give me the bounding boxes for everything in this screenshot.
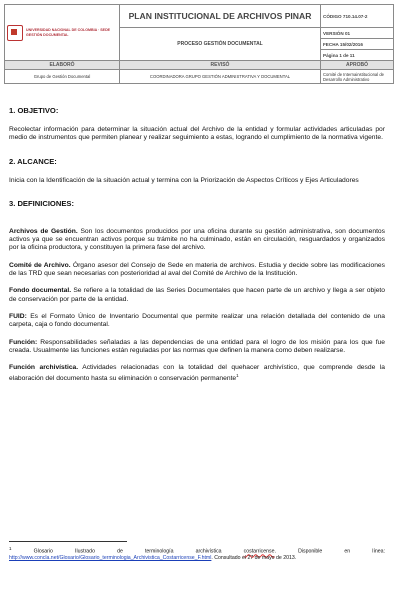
definition-item	[9, 228, 385, 253]
footnote-text-mid: . Disponible en línea:	[274, 548, 385, 555]
definition-item	[9, 339, 385, 356]
footnote-text-pre: Glosario Ilustrado de terminología archivística	[11, 548, 244, 555]
document-body	[9, 106, 385, 384]
section-heading-objetivo: 1. OBJETIVO:	[9, 106, 59, 115]
reviso-label: REVISÓ	[120, 61, 321, 70]
definition-text: Responsabilidades señaladas a las dependencias de una entidad para el logro de los misión para los que fue creada. Usualmente las funciones están reguladas por las normas que definen la manera como deben realizarse.	[9, 338, 385, 354]
document-version: VERSIÓN 01	[321, 28, 394, 39]
footnote-number: 1	[9, 546, 12, 551]
definition-text: Actividades relacionadas con la totalidad del quehacer archivístico, que comprende desde la elaboración del documento hasta su eliminación o conservación permanente	[9, 364, 385, 383]
definition-term: Función archivística.	[9, 364, 79, 372]
definition-item	[9, 262, 385, 279]
section-heading-definiciones: 3. DEFINICIONES:	[9, 198, 74, 208]
definition-term: Fondo documental.	[9, 287, 72, 295]
definition-term: Archivos de Gestión.	[9, 227, 78, 235]
footnote-text-costarricense: costarricense	[243, 548, 275, 555]
footnote	[9, 546, 385, 562]
elaboro-value: Grupo de Gestión Documental	[5, 70, 120, 84]
logo-text: UNIVERSIDAD NACIONAL DE COLOMBIA · SEDE GESTIÓN DOCUMENTAL	[26, 27, 111, 37]
page-number: Página 1 de 11	[321, 50, 394, 61]
section-text-objetivo: Recolectar información para determinar la situación actual del Archivo de la entidad y formular actividades articuladas por medio de instrumentos que permiten planear y realizar seguimiento a estas, logrando el cumplimiento de la normativa vigente.	[9, 126, 385, 142]
reviso-value: COORDINADORA GRUPO GESTIÓN ADMINISTRATIVA Y DOCUMENTAL	[120, 70, 321, 84]
document-title: PLAN INSTITUCIONAL DE ARCHIVOS PINAR	[120, 5, 321, 28]
definition-term: Comité de Archivo.	[9, 261, 71, 269]
footnote-reference[interactable]: 1	[236, 373, 239, 379]
aprobo-value: Comité de Internainstitucional de Desarrollo Administrativo	[321, 70, 394, 84]
definition-item	[9, 313, 385, 330]
document-code: CÓDIGO 710.14.07-2	[321, 5, 394, 28]
shield-logo-icon	[7, 25, 23, 41]
definition-item	[9, 287, 385, 304]
document-date: FECHA 15/02/2016	[321, 39, 394, 50]
definition-item	[9, 364, 385, 384]
definition-text: Son los documentos producidos por una oficina durante su gestión administrativa, son documentos activos ya que se encuentran activos porque su trámite no ha culminado, están en circulación, resguardados y organizados por la oficina productora, y constituyen la primera fase del archivo.	[9, 227, 385, 252]
footnote-separator	[9, 541, 127, 542]
footnote-link[interactable]: http://www.concla.net/Glosario/Glosario_terminologia_Archivistica_Costarricense_F.html	[9, 555, 212, 562]
elaboro-label: ELABORÓ	[5, 61, 120, 70]
document-header	[4, 4, 394, 84]
aprobo-label: APROBÓ	[321, 61, 394, 70]
document-process: PROCESO GESTIÓN DOCUMENTAL	[120, 28, 321, 61]
footnote-text-post: . Consultado el 27 de mayo de 2013.	[211, 555, 297, 562]
definition-term: FUID:	[9, 312, 27, 320]
definition-text: Se refiere a la totalidad de las Series Documentales que hacen parte de un archivo y llega a ser objeto de conservación por parte de la entidad.	[9, 287, 386, 303]
definition-text: Es el Formato Único de Inventario Documental que permite realizar una relación detallada del contenido de una carpeta, caja o fondo documental.	[9, 312, 385, 329]
logo-cell	[5, 5, 120, 61]
definition-text: Órgano asesor del Consejo de Sede en materia de archivos. Estudia y decide sobre las modificaciones de las TRD que sean necesarias con posterioridad al aval del Comité de Archivo de la Institución.	[9, 261, 385, 278]
section-heading-alcance: 2. ALCANCE:	[9, 156, 57, 166]
section-text-alcance: Inicia con la Identificación de la situación actual y termina con la Priorización de Aspectos Críticos y Ejes Articuladores	[9, 176, 359, 184]
definition-term: Función:	[9, 338, 38, 346]
institution-logo	[7, 13, 117, 53]
